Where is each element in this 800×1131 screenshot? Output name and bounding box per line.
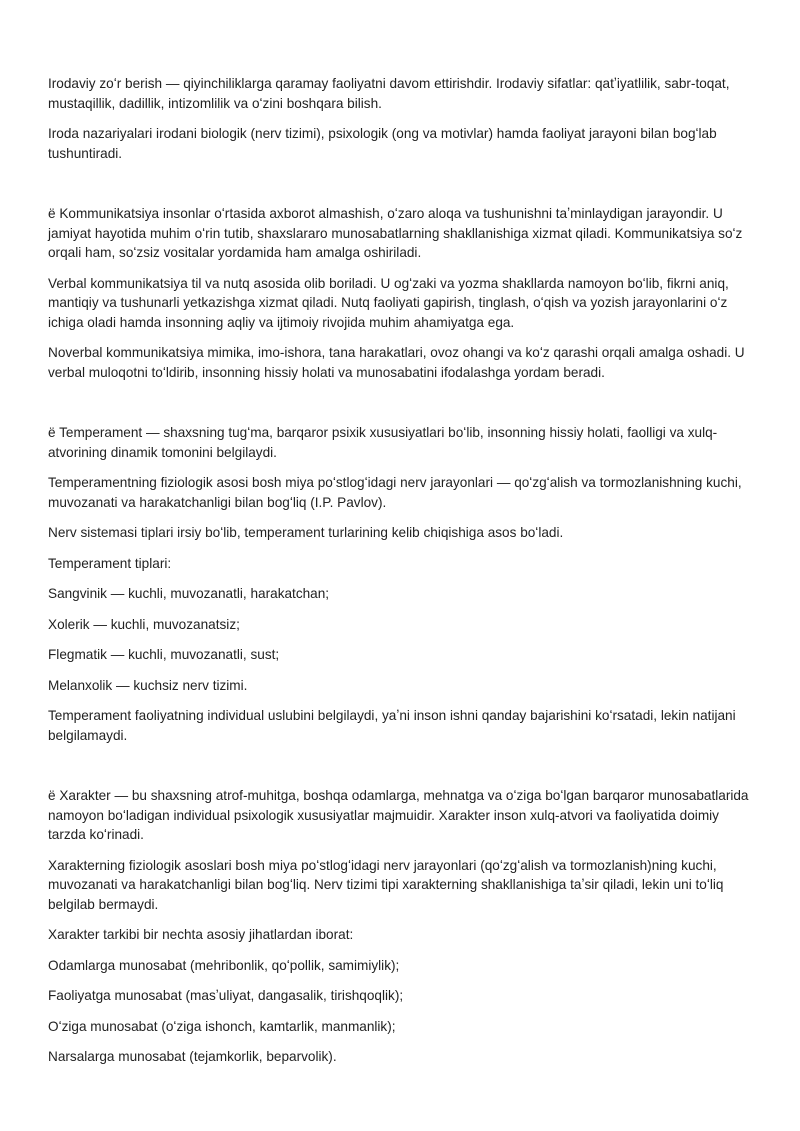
paragraph: ë Xarakter — bu shaxsning atrof-muhitga, boshqa odamlarga, mehnatga va oʻziga boʻlgan barqaror munosabatlarida namoyon boʻladigan individual psixologik xususiyatlar majmuidir. Xarakter inson xulq-atvori va faoliyatida doimiy tarzda koʻrinadi. (48, 788, 749, 842)
list-item: Faoliyatga munosabat (masʼuliyat, dangasalik, tirishqoqlik); (48, 988, 404, 1003)
paragraph: Temperament tiplari: (48, 555, 172, 571)
paragraph: ë Temperament — shaxsning tugʻma, barqaror psixik xususiyatlari boʻlib, insonning hissiy holati, faolligi va xulq-atvorining dinamik tomonini belgilaydi. (48, 425, 718, 460)
section-kommunikatsiya (48, 204, 752, 382)
paragraph: Noverbal kommunikatsiya mimika, imo-ishora, tana harakatlari, ovoz ohangi va koʻz qarashi orqali amalga oshadi. U verbal muloqotni toʻldirib, insonning hissiy holati va munosabatini ifodalashga yordam beradi. (48, 345, 745, 380)
paragraph: ë Kommunikatsiya insonlar oʻrtasida axborot almashish, oʻzaro aloqa va tushunishni taʼminlaydigan jarayondir. U jamiyat hayotida muhim oʻrin tutib, shaxslararo munosabatlarning shakllanishiga xizmat qiladi. Kommunikatsiya soʻz orqali ham, soʻzsiz vositalar yordamida ham amalga oshiriladi. (48, 206, 743, 260)
list-item: Xolerik — kuchli, muvozanatsiz; (48, 616, 240, 632)
section-xarakter (48, 786, 752, 1067)
list-item: Odamlarga munosabat (mehribonlik, qoʻpollik, samimiylik); (48, 957, 400, 973)
list-item: Oʻziga munosabat (oʻziga ishonch, kamtarlik, manmanlik); (48, 1018, 396, 1034)
section-spacer (48, 393, 752, 423)
list-item: Sangvinik — kuchli, muvozanatli, harakatchan; (48, 586, 330, 601)
paragraph: Irodaviy zoʻr berish — qiyinchiliklarga qaramay faoliyatni davom ettirishdir. Irodaviy sifatlar: qatʼiyatlilik, sabr-toqat, mustaqillik, dadillik, intizomlilik va oʻzini boshqara bilish. (48, 76, 730, 111)
list-item: Narsalarga munosabat (tejamkorlik, beparvolik). (48, 1049, 337, 1064)
list-item: Flegmatik — kuchli, muvozanatli, sust; (48, 647, 280, 662)
paragraph: Iroda nazariyalari irodani biologik (nerv tizimi), psixologik (ong va motivlar) hamda faoliyat jarayoni bilan bogʻlab tushuntiradi. (48, 126, 717, 161)
paragraph: Temperament faoliyatning individual uslubini belgilaydi, yaʼni inson ishni qanday bajarishini koʻrsatadi, lekin natijani belgilamaydi. (48, 708, 736, 743)
section-iroda (48, 74, 752, 163)
section-spacer (48, 174, 752, 204)
section-temperament (48, 423, 752, 745)
list-item: Melanxolik — kuchsiz nerv tizimi. (48, 677, 248, 693)
paragraph: Temperamentning fiziologik asosi bosh miya poʻstlogʻidagi nerv jarayonlari — qoʻzgʻalish va tormozlanishning kuchi, muvozanati va harakatchanligi bilan bogʻliq (I.P. Pavlov). (48, 475, 742, 510)
section-spacer (48, 756, 752, 786)
paragraph: Xarakter tarkibi bir nechta asosiy jihatlardan iborat: (48, 927, 354, 942)
paragraph: Nerv sistemasi tiplari irsiy boʻlib, temperament turlarining kelib chiqishiga asos boʻladi. (48, 525, 564, 540)
paragraph: Xarakterning fiziologik asoslari bosh miya poʻstlogʻidagi nerv jarayonlari (qoʻzgʻalish va tormozlanish)ning kuchi, muvozanati va harakatchanligi bilan bogʻliq. Nerv tizimi tipi xarakterning shakllanishiga taʼsir qiladi, lekin uni toʻliq belgilab bermaydi. (48, 857, 724, 912)
paragraph: Verbal kommunikatsiya til va nutq asosida olib boriladi. U ogʻzaki va yozma shakllarda namoyon boʻlib, fikrni aniq, mantiqiy va tushunarli yetkazishga xizmat qiladi. Nutq faoliyati gapirish, tinglash, oʻqish va yozish jarayonlarini oʻz ichiga oladi hamda insonning aqliy va ijtimoiy rivojida muhim ahamiyatga ega. (48, 275, 729, 330)
